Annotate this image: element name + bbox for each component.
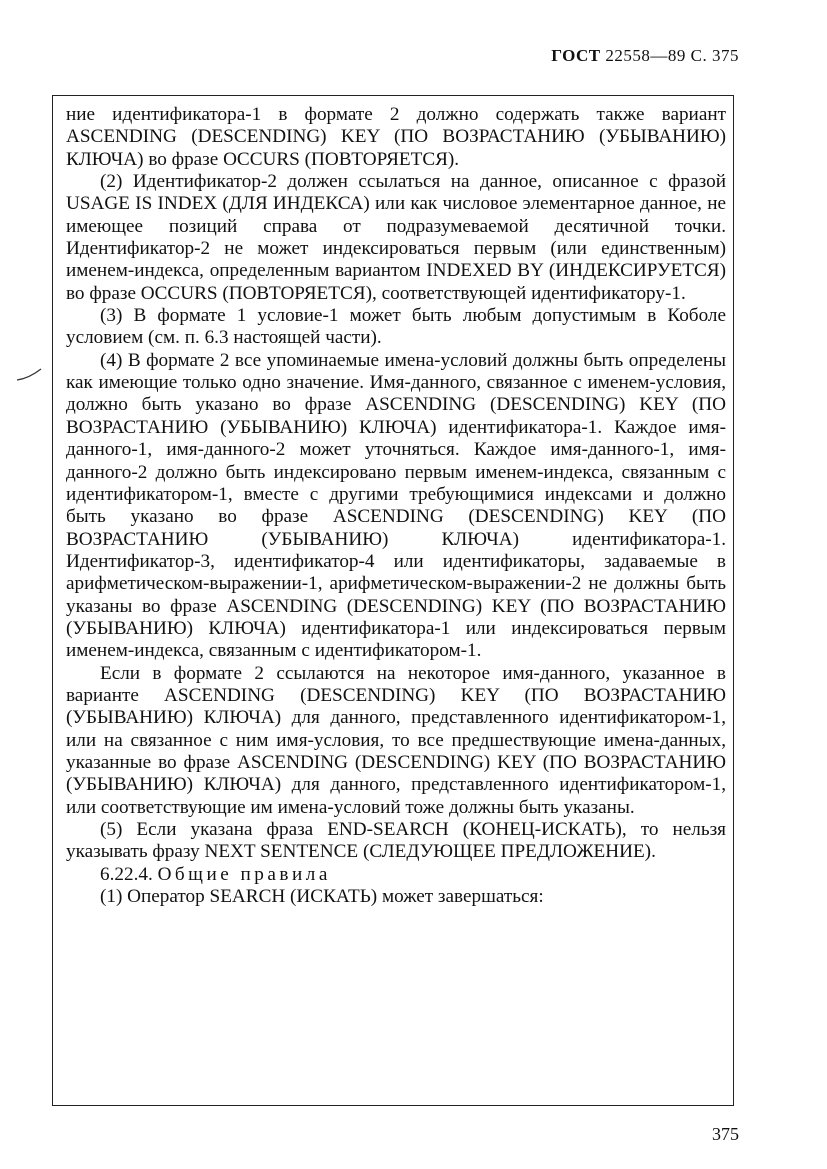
header-code: 22558—89 [605,46,686,65]
paragraph-0: ние идентификатора-1 в формате 2 должно содержать также вариант ASCENDING (DESCENDING) KEY (ПО ВОЗРАСТАНИЮ (УБЫВАНИЮ) КЛЮЧА) во фразе OCCURS (ПОВТОРЯЕТСЯ). [66,104,726,170]
body-text [66,104,726,908]
paragraph-4: Если в формате 2 ссылаются на некоторое имя-данного, указанное в варианте ASCENDING (DESCENDING) KEY (ПО ВОЗРАСТАНИЮ (УБЫВАНИЮ) КЛЮЧА) для данного, представленного идентификатором-1, или на связанное с ним имя-условия, то все предшествующие имена-данных, указанные во фразе ASCENDING (DESCENDING) KEY (ПО ВОЗРАСТАНИЮ (УБЫВАНИЮ) КЛЮЧА) для данного, представленного идентификатором-1, или соответствующие им имена-условий тоже должны быть указаны. [66,662,726,818]
paragraph-1: (2) Идентификатор-2 должен ссылаться на данное, описанное с фразой USAGE IS INDEX (ДЛЯ ИНДЕКСА) или как числовое элементарное данное, не имеющее позиций справа от подразумеваемой десятичной точки. Идентификатор-2 не может индексироваться первым (или единственным) именем-индекса, определенным вариантом INDEXED BY (ИНДЕКСИРУЕТСЯ) во фразе OCCURS (ПОВТОРЯЕТСЯ), соответствующей идентификатору-1. [66,171,726,304]
frame-bottom-rule [52,1105,734,1106]
running-header [551,46,739,66]
paragraph-2: (3) В формате 1 условие-1 может быть любым допустимым в Коболе условием (см. п. 6.3 настоящей части). [66,305,726,349]
page-number: 375 [712,1124,739,1144]
paragraph-3: (4) В формате 2 все упоминаемые имена-условий должны быть определены как имеющие только одно значение. Имя-данного, связанное с именем-условия, должно быть указано во фразе ASCENDING (DESCENDING) KEY (ПО ВОЗРАСТАНИЮ (УБЫВАНИЮ) КЛЮЧА) идентификатора-1. Каждое имя-данного-1, имя-данного-2 может уточняться. Каждое имя-данного-1, имя-данного-2 должно быть индексировано первым именем-индекса, связанным с идентификатором-1, вместе с другими требующимися индексами и должно быть указано во фразе ASCENDING (DESCENDING) KEY (ПО ВОЗРАСТАНИЮ (УБЫВАНИЮ) КЛЮЧА) идентификатора-1. Идентификатор-3, идентификатор-4 или идентификаторы, задаваемые в арифметическом-выражении-1, арифметическом-выражении-2 не должны быть указаны во фразе ASCENDING (DESCENDING) KEY (ПО ВОЗРАСТАНИЮ (УБЫВАНИЮ) КЛЮЧА) идентификатора-1 или индексироваться первым именем-индекса, связанным с идентификатором-1. [66,349,726,662]
section-number: 6.22.4. [100,863,153,885]
header-page-ref: С. 375 [690,46,739,65]
last-line: (1) Оператор SEARCH (ИСКАТЬ) может завершаться: [100,886,544,908]
section-heading [66,864,726,886]
margin-check-mark [16,368,42,382]
header-standard: ГОСТ [551,46,601,65]
paragraph-5: (5) Если указана фраза END-SEARCH (КОНЕЦ-ИСКАТЬ), то нельзя указывать фразу NEXT SENTENCE (СЛЕДУЮЩЕЕ ПРЕДЛОЖЕНИЕ). [66,819,726,863]
section-title: Общие правила [157,863,331,885]
